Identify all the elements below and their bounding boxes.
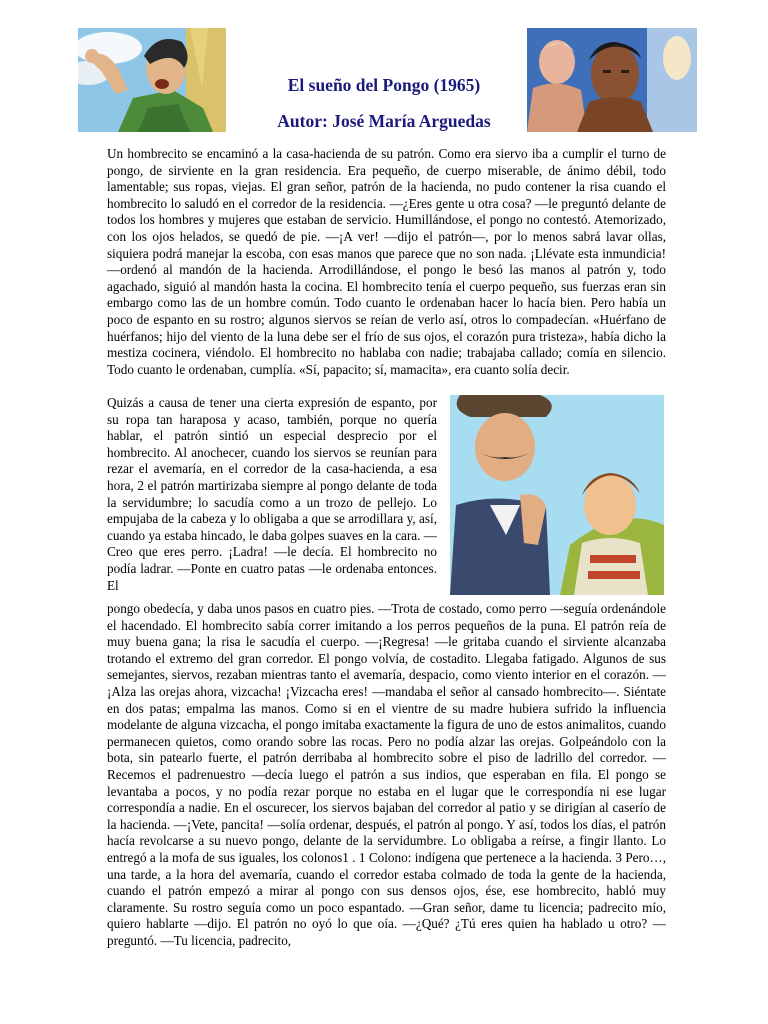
author-line: Autor: José María Arguedas — [277, 111, 491, 131]
story-paragraph: Un hombrecito se encaminó a la casa-hacienda de su patrón. Como era siervo iba a cumplir el turno de pongo, de sirviente en la gran residencia. Era pequeño, de cuerpo miserable, de ánimo débil, todo lamentable; sus ropas, viejas. El gran señor, patrón de la hacienda, no pudo contener la risa cuando el hombrecito lo saludó en el corredor de la residencia. —¿Eres gente u otra cosa? —le preguntó delante de todos los hombres y mujeres que estaban de servicio. Humillándose, el pongo no contestó. Atemorizado, con los ojos helados, se quedó de pie. —¡A ver! —dijo el patrón—, por lo menos sabrá lavar ollas, siquiera podrá manejar la escoba, con esas manos que parece que no son nada. ¡Llévate esta inmundicia! —ordenó al mandón de la hacienda. Arrodillándose, el pongo le besó las manos al patrón y, todo agachado, siguió al mandón hasta la cocina. El hombrecito tenía el cuerpo pequeño, sus fuerzas eran sin embargo como las de un hombre común. Todo cuanto le ordenaban hacer lo hacía bien. Pero había un poco de espanto en su rostro; algunos siervos se reían de verlo así, otros lo compadecían. «Huérfano de huérfanos; hijo del viento de la luna debe ser el frío de sus ojos, el corazón pura tristeza», había dicho la mestiza cocinera, viéndolo. El hombrecito no hablaba con nadie; trabajaba callado; comía en silencio. Todo cuanto le ordenaban, cumplía. «Sí, papacito; sí, mamacita», era cuanto solía decir. — [107, 146, 666, 377]
story-paragraph-wrapped: Quizás a causa de tener una cierta expresión de espanto, por su ropa tan haraposa y acaso, también, porque no quería hablar, el patrón sintió un especial desprecio por el hombrecito. Al anochecer, cuando los siervos se reunían para rezar el avemaría, en el corredor de la casa-hacienda, a esa hora, 2 el patrón martirizaba siempre al pongo delante de toda la servidumbre; lo sacudía como a un trozo de pellejo. Lo empujaba de la cabeza y lo obligaba a que se arrodillara y, así, cuando ya estaba hincado, le daba golpes suaves en la cara. —Creo que eres perro. ¡Ladra! —le decía. El hombrecito no podía ladrar. —Ponte en cuatro patas —le ordenaba entonces. El — [107, 395, 437, 593]
story-paragraph: pongo obedecía, y daba unos pasos en cuatro pies. —Trota de costado, como perro —seguía ordenándole el hacendado. El hombrecito sabía correr imitando a los perros pequeños de la puna. El patrón reía de muy buena gana; la risa le sacudía el cuerpo. —¡Regresa! —le gritaba cuando el sirviente alcanzaba trotando el extremo del gran corredor. El pongo volvía, de costadito. Llegaba fatigado. Algunos de sus semejantes, siervos, rezaban mientras tanto el avemaría, despacio, como viento interior en el corazón. —¡Alza las orejas ahora, vizcacha! ¡Vizcacha eres! —mandaba el señor al cansado hombrecito—. Siéntate en dos patas; empalma las manos. Como si en el vientre de su madre hubiera sufrido la influencia modelante de alguna vizcacha, el pongo imitaba exactamente la figura de uno de estos animalitos, cuando permanecen quietos, como orando sobre las rocas. Pero no podía alzar las orejas. Golpeándolo con la bota, sin patearlo fuerte, el patrón derribaba al hombrecito sobre el piso de ladrillo del corredor. —Recemos el padrenuestro —decía luego el patrón a sus indios, que esperaban en fila. El pongo se levantaba a pocos, y no podía rezar porque no estaba en el lugar que le correspondía ni ese lugar correspondía a nadie. En el oscurecer, los siervos bajaban del corredor al patio y se dirigían al caserío de la hacienda. —¡Vete, pancita! —solía ordenar, después, el patrón al pongo. Y así, todos los días, el patrón hacía revolcarse a su nuevo pongo, delante de la servidumbre. Lo obligaba a reírse, a fingir llanto. Lo entregó a la mofa de sus iguales, los colonos1 . 1 Colono: indígena que pertenece a la hacienda. 3 Pero…, una tarde, a la hora del avemaría, cuando el corredor estaba colmado de toda la gente de la hacienda, cuando el patrón empezó a mirar al pongo con sus densos ojos, ése, ese hombrecito, habló muy claramente. Su rostro seguía como un poco espantado. —Gran señor, dame tu licencia; padrecito mío, quiero hablarte —dijo. El patrón no oyó lo que oía. —¿Qué? ¿Tú eres quien ha hablado u otro? —preguntó. —Tu licencia, padrecito, — [107, 601, 666, 948]
story-title: El sueño del Pongo (1965) — [287, 75, 481, 95]
illustration-patron-and-boy — [450, 395, 664, 595]
